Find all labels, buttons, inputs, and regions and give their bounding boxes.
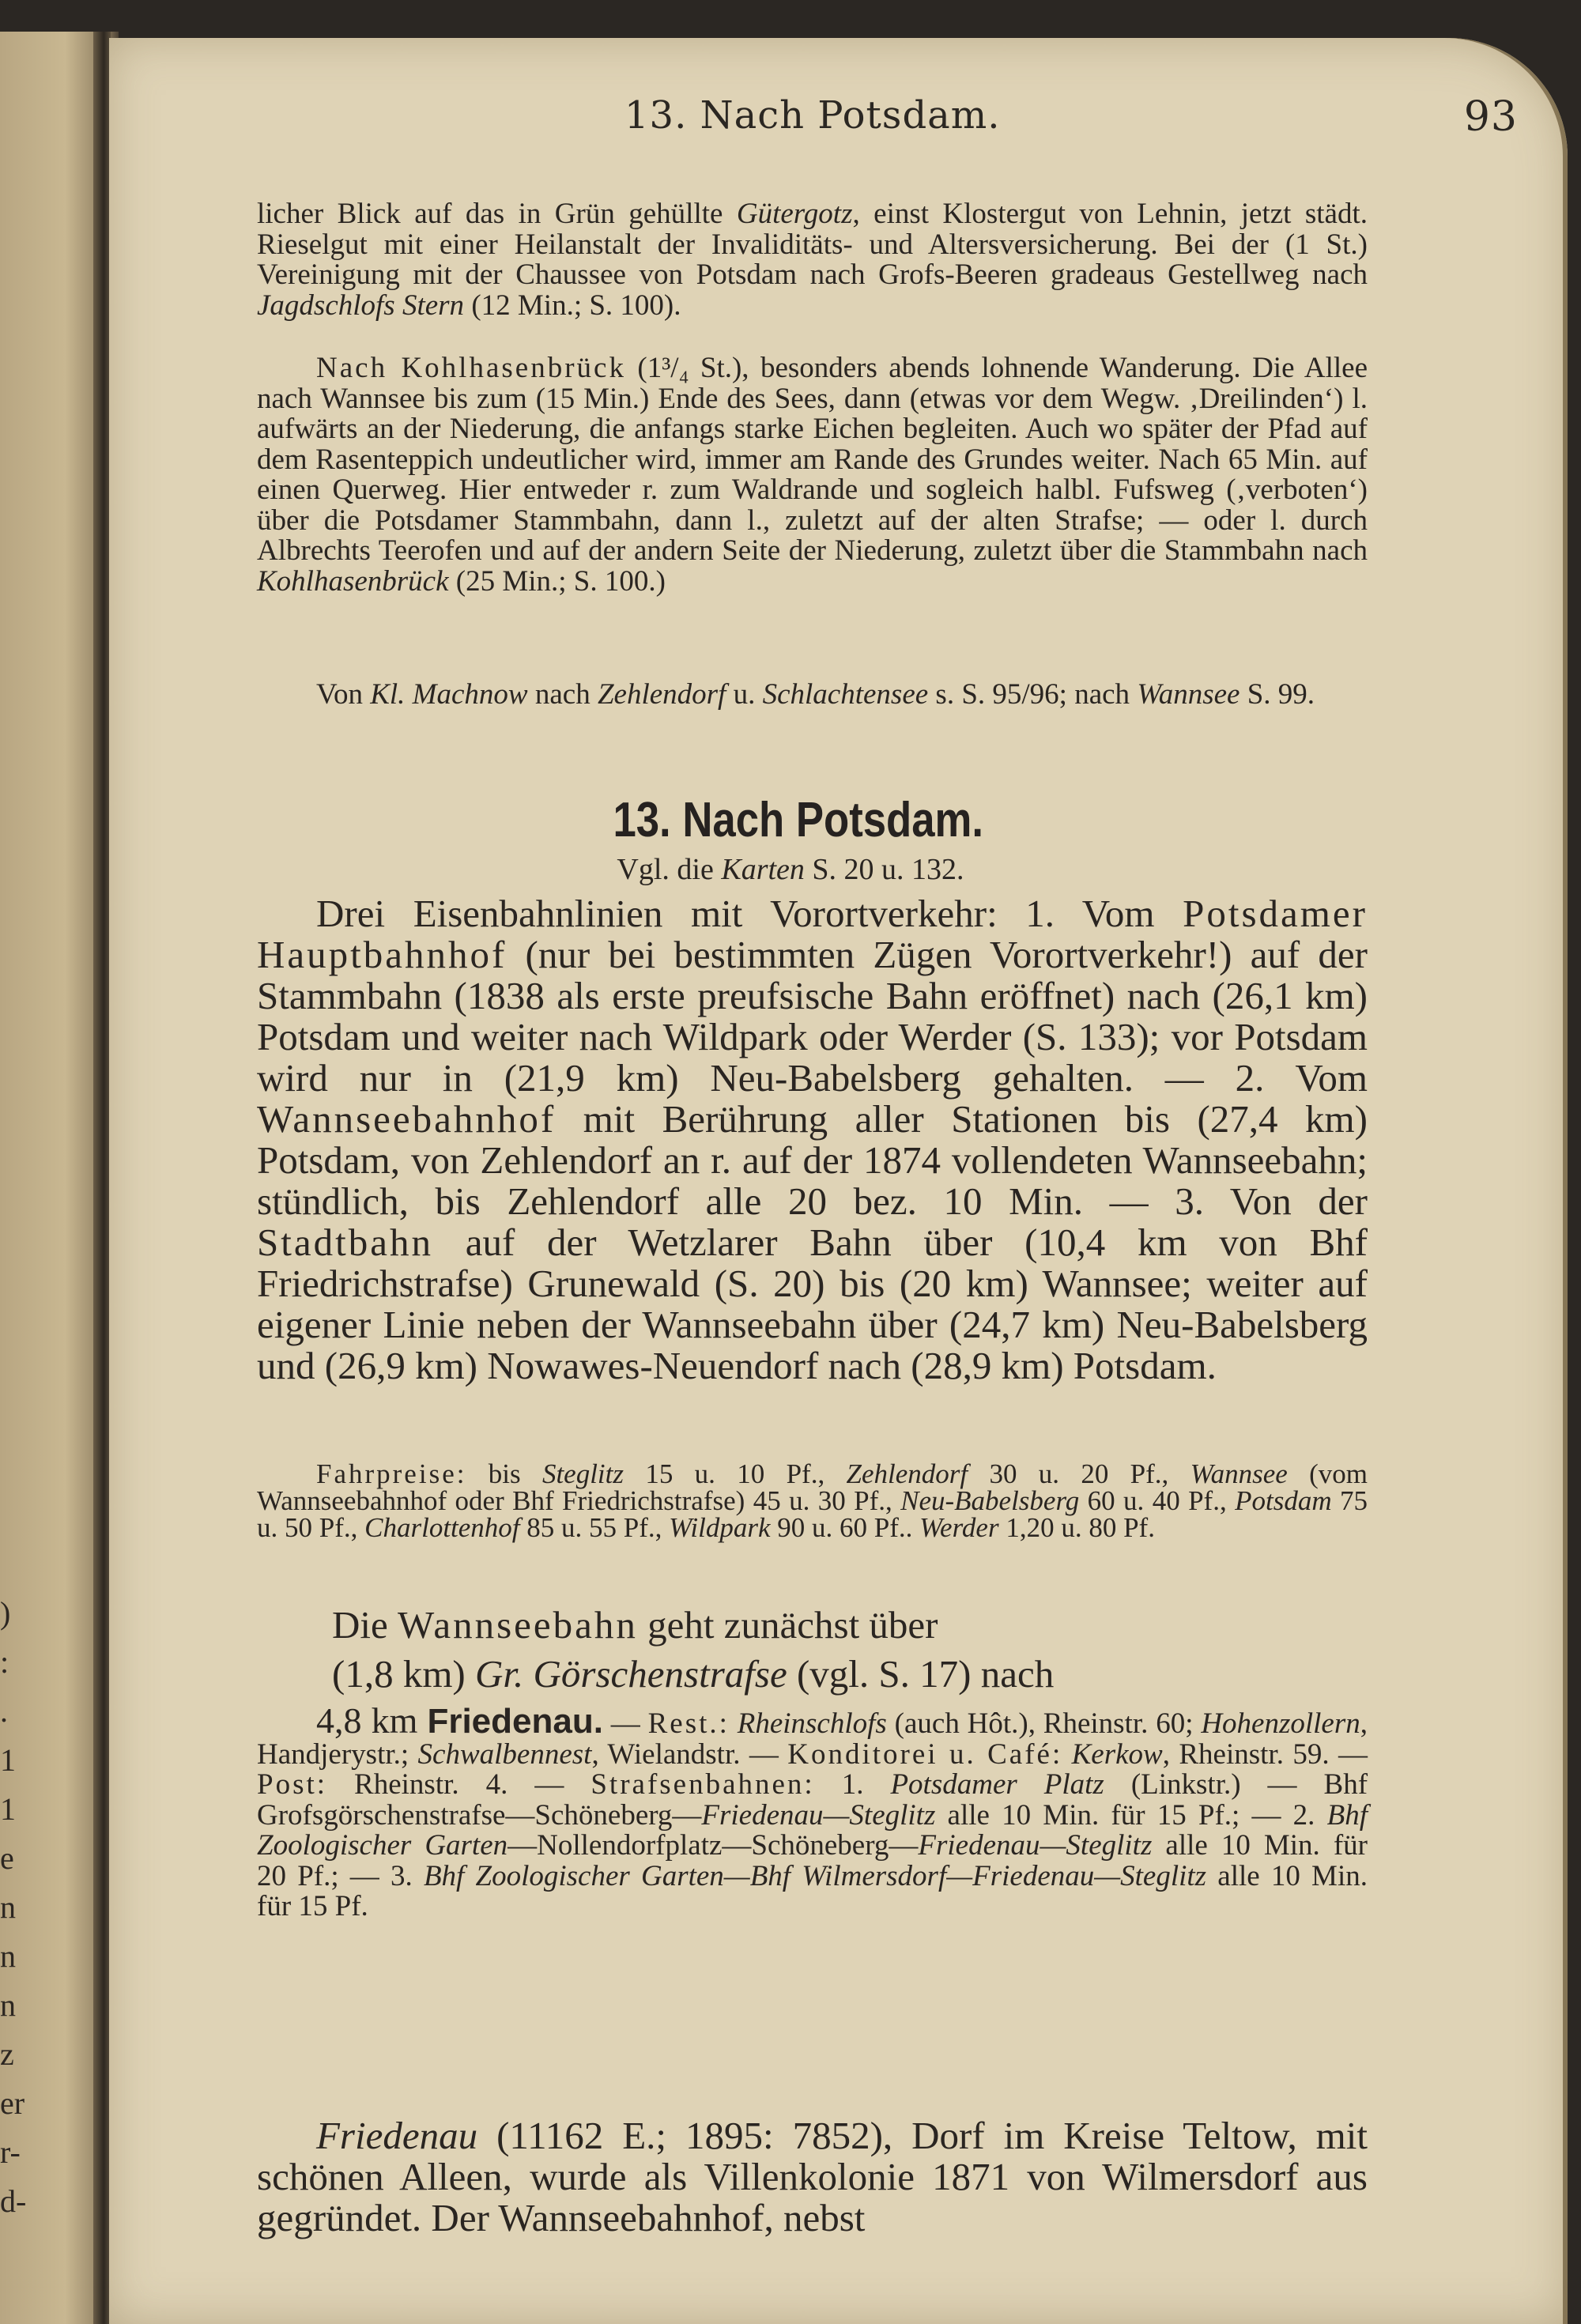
page-number: 93: [1463, 93, 1518, 141]
paragraph-friedenau-description: Friedenau (11162 E.; 1895: 7852), Dorf im Kreise Teltow, mit schönen Alleen, wurde als Villenkolonie 1871 von Wilmersdorf aus gegründet. Der Wannseebahnhof, nebst: [257, 2114, 1368, 2239]
prev-edge-line: z: [0, 2036, 14, 2072]
section-heading: 13. Nach Potsdam.: [613, 793, 984, 847]
line-goerschenstrasse: (1,8 km) Gr. Görschenstrafse (vgl. S. 17) nach: [332, 1652, 1055, 1696]
section-map-reference: Vgl. die Karten S. 20 u. 132.: [617, 853, 964, 886]
prev-edge-line: :: [0, 1644, 9, 1680]
line-wannseebahn: Die Wannseebahn geht zunächst über: [332, 1603, 938, 1647]
prev-edge-line: e: [0, 1840, 14, 1876]
paragraph-fares: Fahrpreise: bis Steglitz 15 u. 10 Pf., Zehlendorf 30 u. 20 Pf., Wannsee (vom Wannseebahnhof oder Bhf Friedrichstrafse) 45 u. 30 Pf., Neu-Babelsberg 60 u. 40 Pf., Potsdam 75 u. 50 Pf., Charlottenhof 85 u. 55 Pf., Wildpark 90 u. 60 Pf.. Werder 1,20 u. 80 Pf.: [257, 1458, 1368, 1543]
prev-edge-line: d-: [0, 2183, 27, 2219]
previous-page-text: [0, 1589, 47, 2226]
prev-edge-line: 1: [0, 1791, 16, 1827]
prev-edge-line: 1: [0, 1742, 16, 1778]
prev-edge-line: n: [0, 1987, 16, 2023]
book-gutter: [93, 32, 111, 2324]
running-title: 13. Nach Potsdam.: [624, 93, 1001, 138]
prev-edge-line: er: [0, 2085, 25, 2121]
paragraph-railway-lines: Drei Eisenbahnlinien mit Vorortverkehr: 1. Vom Potsdamer Hauptbahnhof (nur bei bestimmten Zügen Vorortverkehr!) auf der Stammbahn (1838 als erste preufsische Bahn eröffnet) nach (26,1 km) Potsdam und weiter nach Wildpark oder Werder (S. 133); vor Potsdam wird nur in (21,9 km) Neu-Babelsberg gehalten. — 2. Vom Wannseebahnhof mit Berührung aller Stationen bis (27,4 km) Potsdam, von Zehlendorf an r. auf der 1874 vollendeten Wannseebahn; stündlich, bis Zehlendorf alle 20 bez. 10 Min. — 3. Von der Stadtbahn auf der Wetzlarer Bahn über (10,4 km von Bhf Friedrichstrafse) Grunewald (S. 20) bis (20 km) Wannsee; weiter auf eigener Linie neben der Wannseebahn über (24,7 km) Neu-Babelsberg und (26,9 km) Nowawes-Neuendorf nach (28,9 km) Potsdam.: [257, 892, 1368, 1387]
prev-edge-line: n: [0, 1889, 16, 1925]
paragraph-kl-machnow: Von Kl. Machnow nach Zehlendorf u. Schlachtensee s. S. 95/96; nach Wannsee S. 99.: [316, 678, 1315, 711]
paragraph-friedenau-station: 4,8 km Friedenau. — Rest.: Rheinschlofs (auch Hôt.), Rheinstr. 60; Hohenzollern, Handjerystr.; Schwalbennest, Wielandstr. — Konditorei u. Café: Kerkow, Rheinstr. 59. — Post: Rheinstr. 4. — Strafsenbahnen: 1. Potsdamer Platz (Linkstr.) — Bhf Grofsgörschenstrafse—Schöneberg—Friedenau—Steglitz alle 10 Min. für 15 Pf.; — 2. Bhf Zoologischer Garten—Nollendorfplatz—Schöneberg—Friedenau—Steglitz alle 10 Min. für 20 Pf.; — 3. Bhf Zoologischer Garten—Bhf Wilmersdorf—Friedenau—Steglitz alle 10 Min. für 15 Pf.: [257, 1700, 1368, 1922]
prev-edge-line: ): [0, 1595, 11, 1631]
prev-edge-line: r-: [0, 2134, 21, 2170]
paragraph-kohlhasenbrueck: Nach Kohlhasenbrück (1³/₄ St.), besonders abends lohnende Wanderung. Die Allee nach Wannsee bis zum (15 Min.) Ende des Sees, dann (etwas vor dem Wegw. ‚Dreilinden‘) l. aufwärts an der Niederung, die anfangs starke Eichen begleiten. Auch wo später der Pfad auf dem Rasenteppich undeutlicher wird, immer am Rande des Grundes weiter. Nach 65 Min. auf einen Querweg. Hier entweder r. zum Waldrande und sogleich halbl. Fufsweg (‚verboten‘) über die Potsdamer Stammbahn, dann l., zuletzt auf der alten Strafse; — oder l. durch Albrechts Teerofen und auf der andern Seite der Niederung, zuletzt über die Stammbahn nach Kohlhasenbrück (25 Min.; S. 100.): [257, 352, 1368, 598]
prev-edge-line: n: [0, 1938, 16, 1974]
prev-edge-line: .: [0, 1693, 8, 1729]
paragraph-guetergotz: licher Blick auf das in Grün gehüllte Gütergotz, einst Klostergut von Lehnin, jetzt städt. Rieselgut mit einer Heilanstalt der Invaliditäts- und Altersversicherung. Bei der (1 St.) Vereinigung mit der Chaussee von Potsdam nach Grofs-Beeren gradeaus Gestellweg nach Jagdschlofs Stern (12 Min.; S. 100).: [257, 198, 1368, 322]
